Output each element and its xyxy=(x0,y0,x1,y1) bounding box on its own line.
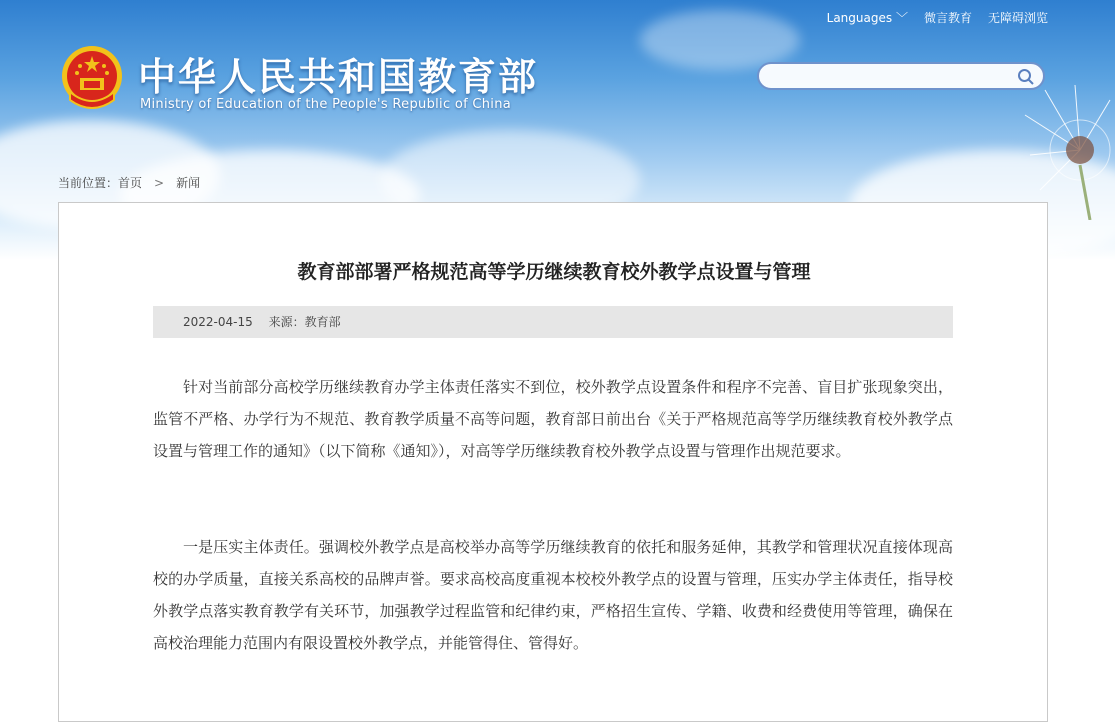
article-paragraph: 针对当前部分高校学历继续教育办学主体责任落实不到位，校外教学点设置条件和程序不完善、盲目扩张现象突出，监管不严格、办学行为不规范、教育教学质量不高等问题，教育部日前出台《关于严格规范高等学历继续教育校外教学点设置与管理工作的通知》（以下简称《通知》），对高等学历继续教育校外教学点设置与管理作出规范要求。 xyxy=(153,378,953,460)
top-nav xyxy=(827,9,1048,26)
breadcrumb-current[interactable]: 新闻 xyxy=(176,176,201,190)
article-title: 教育部部署严格规范高等学历继续教育校外教学点设置与管理 xyxy=(297,261,811,283)
article-meta xyxy=(153,306,953,338)
languages-menu[interactable] xyxy=(827,9,908,26)
search-icon[interactable] xyxy=(1017,68,1035,86)
article-source: 来源：教育部 xyxy=(268,315,341,329)
accessible-browse-link[interactable]: 无障碍浏览 xyxy=(987,11,1048,25)
article-date: 2022-04-15 xyxy=(183,315,253,329)
dandelion-decoration xyxy=(985,20,1115,220)
breadcrumb-label: 当前位置： xyxy=(58,176,119,190)
breadcrumb-home-link[interactable]: 首页 xyxy=(118,176,143,190)
article-paragraph: 一是压实主体责任。强调校外教学点是高校举办高等学历继续教育的依托和服务延伸，其教学和管理状况直接体现高校的办学质量，直接关系高校的品牌声誉。要求高校高度重视本校校外教学点的设置与管理，压实办学主体责任，指导校外教学点落实教育教学有关环节，加强教学过程监管和纪律约束，严格招生宣传、学籍、收费和经费使用等管理，确保在高校治理能力范围内有限设置校外教学点，并能管得住、管得好。 xyxy=(153,538,953,652)
chevron-down-icon: ﹀ xyxy=(895,11,908,25)
breadcrumb-separator-icon: > xyxy=(154,175,165,190)
national-emblem-icon[interactable] xyxy=(60,44,124,114)
weiyan-link[interactable]: 微言教育 xyxy=(923,11,972,25)
site-title[interactable]: 中华人民共和国教育部 xyxy=(138,55,539,99)
languages-label: Languages xyxy=(826,11,893,25)
breadcrumb xyxy=(58,174,200,191)
article-container xyxy=(58,202,1048,722)
search-box xyxy=(757,62,1045,90)
site-subtitle: Ministry of Education of the People's Republic of China xyxy=(140,97,512,112)
search-input[interactable] xyxy=(771,67,1015,87)
